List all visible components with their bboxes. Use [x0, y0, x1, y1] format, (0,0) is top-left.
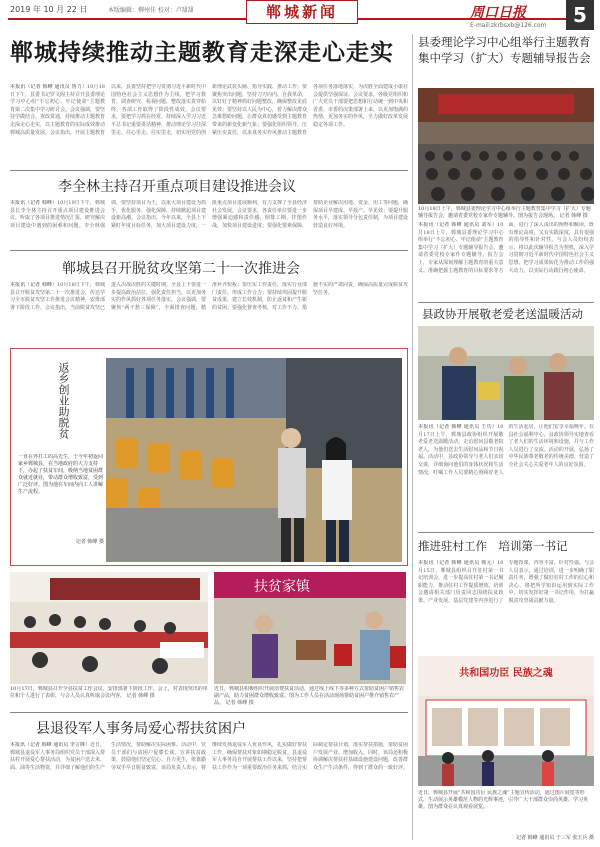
right3-text: 10月15日，郸城县组织召开驻村第一书记培训会，进一步提高驻村第一书记履职能力，推动驻村工作提质增效。培训会邀请相关部门负责同志围绕扶贫政策、产业发展、基层党建等内容进行了专题授课，内容丰富、针对性强。与会人员表示，通过培训，进一步明确了职责任务，增强了做好驻村工作的信心和决心，将把所学知识运用到实际工作中，切实发挥好第一书记作用，为打赢脱贫攻坚战贡献力量。 [418, 560, 594, 604]
page-number: 5 [566, 0, 594, 30]
story4-headline: 县退役军人事务局爱心帮扶贫困户 [36, 721, 246, 737]
story2-body [10, 200, 408, 246]
story3-text: 10月18日下午，郸城县召开脱贫攻坚第二十一次推进会，传达学习全市脱贫攻坚工作推进会议精神，安排部署下阶段工作。会议指出，当前脱贫攻坚已进入决战决胜的关键时期，全县上下要进一步提高政治站位，强化责任担当，以更加务实的作风抓好各项任务落实。会议强调，要聚焦“两不愁三保障”，全面排查问题，精准补齐短板；要压实工作责任，落实行业部门责任，形成工作合力；要持续巩固提升脱贫成果，建立长效机制，防止返贫和产生新的贫困；要强化督查考核，对工作不力、措施不实的严肃问责，确保高质量完成脱贫攻坚任务。 [10, 282, 408, 311]
story3-body [10, 282, 408, 340]
story4-text: 近日，郸城县退役军人事务局组织党员干部深入帮扶村开展爱心帮扶活动，为贫困户送去米、面、油等生活物资，并详细了解他们的生产生活情况，帮助解决实际困难。活动中，党员干部们与贫困户促膝长谈，宣讲扶贫政策，鼓励他们坚定信心、自力更生，依靠勤劳双手早日脱贫致富。该局负责人表示，将继续发扬退役军人优良作风，扎实做好帮扶工作，确保帮扶对象如期稳定脱贫。县退役军人事务局自开展帮扶工作以来，坚持把帮扶工作作为一项重要政治任务来抓，结合实际制定帮扶计划，落实帮扶措施，帮助贫困户发展产业、增加收入。同时，该局还积极协调解决帮扶村基础设施建设问题，改善群众生产生活条件，得到了群众的一致好评。 [10, 742, 408, 771]
meeting-photo [10, 572, 208, 684]
right2-text: 10月17日上午，郸城县政协组织开展敬老爱老送温暖活动，走访慰问县敬老院老人，为他们送去生活慰问品和节日祝福。活动中，县政协领导与老人们亲切交谈，详细询问他们的身体状况和生活情况，叮嘱工作人员要精心照顾好老人的生活起居，让他们安享幸福晚年。在县社会福利中心，县政协领导实地查看了老人们的生活环境和设施，并与工作人员进行了交流。活动的开展，弘扬了中华民族尊老敬老的传统美德，营造了全社会关心关爱老年人的良好氛围。 [418, 424, 594, 476]
sales-photo-caption [214, 686, 406, 708]
divider [10, 250, 408, 251]
right3-byline: 本报讯（记者 韩峰 通讯员 韩元） [418, 560, 498, 566]
divider [418, 532, 594, 533]
elderly-visit-photo [418, 326, 594, 420]
exhibition-photo-caption: 近日，郸城县开展“共和国功臣 民族之魂”主题宣传活动，通过图片展览等形式，生动展示英雄模范人物的光辉事迹，引导广大干部群众崇尚英雄、学习英雄。图为群众在认真观看展览。 [418, 790, 589, 810]
caption-text: 10月17日，郸城县召开全县扶贫工作会议，安排部署下阶段工作。会上，对表现突出的单位和个人进行了表彰，与会人员认真听取会议内容。 [10, 686, 208, 699]
caption-credit: 记者 韩峰 摄 [225, 700, 254, 706]
right2-byline: 本报讯（记者 韩峰 通讯员 王功） [418, 424, 498, 430]
lead-headline: 郸城持续推动主题教育走深走心走实 [10, 39, 394, 66]
column-divider [412, 34, 413, 840]
right2-body [418, 424, 594, 528]
right1-byline: 本报讯（记者 韩峰 通讯员 刘军） [418, 222, 498, 228]
section-title: 郸城新闻 [246, 0, 358, 24]
divider [10, 170, 408, 171]
caption-credit: 记者 韩峰 摄 [559, 213, 588, 219]
svg-text:扶贫家镇: 扶贫家镇 [254, 579, 310, 595]
right3-headline: 推进驻村工作 培训第一书记 [418, 539, 568, 553]
feature-caption: 一直在外打工的高先生，于今年初返回家乡郸城县，在当地政府的大力支持下，办起了扶贫车间，吸纳当地贫困群众就近就业，带动群众增收致富，受到广泛好评。图为他在车间内向工人讲解生产流程。 [18, 454, 104, 495]
story3-byline: 本报讯（记者 韩峰） [10, 282, 57, 288]
meeting-photo-caption [10, 686, 208, 708]
workshop-photo [106, 358, 402, 562]
right2-headline: 县政协开展敬老爱老送温暖活动 [422, 307, 583, 321]
story3-headline: 郸城县召开脱贫攻坚第二十一次推进会 [62, 261, 300, 277]
story2-text: 10月19日下午，郸城县长李全林主持召开重点项目建设推进会议，听取了各项目推进情况汇报，研究解决项目建设中遇到的困难和问题。李全林强调，要坚持项目为王，以重大项目建设为抓手，优化服务、强化保障，持续掀起项目建设新高潮。会议指出，今年以来，全县上下紧盯年度目标任务，加大项目建设力度，一批重点项目进展顺利，有力支撑了全县经济社会发展。会议要求，各责任单位要进一步增强紧迫感和责任感，倒排工期、挂图作战，加快项目建设进度；要强化要素保障，帮助企业解决用地、资金、用工等问题，确保项目早建成、早投产、早见效；要提升服务水平，落实领导分包责任制，为项目建设营造良好环境。 [10, 200, 408, 229]
lead-body [10, 84, 408, 166]
caption-credit: 记者 韩峰 摄 [126, 693, 155, 699]
right1-text: 10月18日上午，郸城县委理论学习中心组举行“不忘初心、牢记使命”主题教育集中学习（扩大）专题辅导报告会，邀请省委党校专家作专题辅导。报告会上，专家从深刻理解主题教育的重大意义、准确把握主题教育的目标要求等方面，进行了深入浅出的阐释和解读，既有理论高度，又有实践深度，具有很强的指导性和针对性。与会人员纷纷表示，将以此次辅导报告为契机，深入学习贯彻习近平新时代中国特色社会主义思想，把学习成果转化为推动工作的强大动力，以实际行动践行初心使命。 [418, 222, 594, 274]
issue-date: 2019 年 10 月 22 日 [10, 5, 88, 14]
exhibition-credit: 记者 韩峰 通讯员 于三军 张玉兵 摄 [516, 835, 594, 841]
editor-credits: 本版编辑：柳州佳 校对：卢甜甜 [108, 7, 194, 14]
right3-body [418, 560, 594, 652]
newspaper-logo: 周口日报 [470, 5, 526, 21]
lead-byline: 本报讯（记者 韩峰 通讯员 鲁力） [10, 84, 87, 90]
story2-headline: 李全林主持召开重点项目建设推进会议 [58, 179, 296, 195]
feature-title: 返乡创业助脱贫 [57, 362, 70, 439]
caption-text: 近日，郸城县积极组织开展消费扶贫活动，通过线上线下等多种方式帮助贫困户销售农副产品，助力贫困群众增收致富。图为工作人员在活动现场帮助贫困户推介销售农产品。 [214, 686, 405, 706]
right1-body [418, 222, 594, 298]
divider [10, 712, 408, 713]
lecture-photo-caption [418, 206, 594, 220]
caption-text: 10月18日上午，郸城县委理论学习中心组举行主题教育集中学习（扩大）专题辅导报告会，邀请省委党校专家作专题辅导。图为报告会现场。 [418, 206, 591, 219]
right1-headline: 县委理论学习中心组举行主题教育集中学习（扩大）专题辅导报告会 [418, 35, 591, 65]
lecture-photo [418, 88, 594, 204]
story4-body [10, 742, 408, 840]
exhibition-banner-text: 共和国功臣 民族之魂 [459, 668, 553, 679]
sales-event-photo [214, 572, 406, 684]
contact-email: E-mail:zkrbsxb@126.com [470, 22, 547, 29]
lead-text: 10月18日下午，县委书记罗文阁主持召开县委理论学习中心组“不忘初心、牢记使命”主题教育第二次集中学习研讨会。会议强调，要坚持学做结合、查改贯通，持续推动主题教育走深走心走实，以主题教育的实际成效推动郸城高质量发展。会议指出，开展主题教育以来，县委坚持把学习贯彻习近平新时代中国特色社会主义思想作为主线，把学习教育、调查研究、检视问题、整改落实贯穿始终，各项工作取得了阶段性成效。会议要求，要把学习抓在经常，持续深入学习习近平总书记重要讲话精神，推动理论学习往深里走、往心里走、往实里走，切实用党的创新理论武装头脑、指导实践、推动工作；要聚焦突出问题，坚持刀刃向内、自我革命，以钉钉子精神抓好问题整改，确保整改见底见效；要坚持以人民为中心，着力解决群众急难愁盼问题，让群众真切感受到主题教育带来的新变化新气象；要强化组织领导，压紧压实责任，以求真务实作风推动主题教育各项任务落地落实，为决胜全面建成小康社会提供坚强保证。会议要求，各级党组织和广大党员干部要把思想和行动统一到中央和省委、市委的决策部署上来，以更加饱满的热情、更加务实的作风，全力做好改革发展稳定各项工作。 [10, 84, 408, 136]
divider [418, 302, 594, 303]
story2-byline: 本报讯（记者 韩峰） [10, 200, 57, 206]
feature-credit: 记者 韩峰 摄 [75, 539, 104, 545]
story4-byline: 本报讯（记者 韩峰 通讯员 李言锋） [10, 742, 90, 748]
